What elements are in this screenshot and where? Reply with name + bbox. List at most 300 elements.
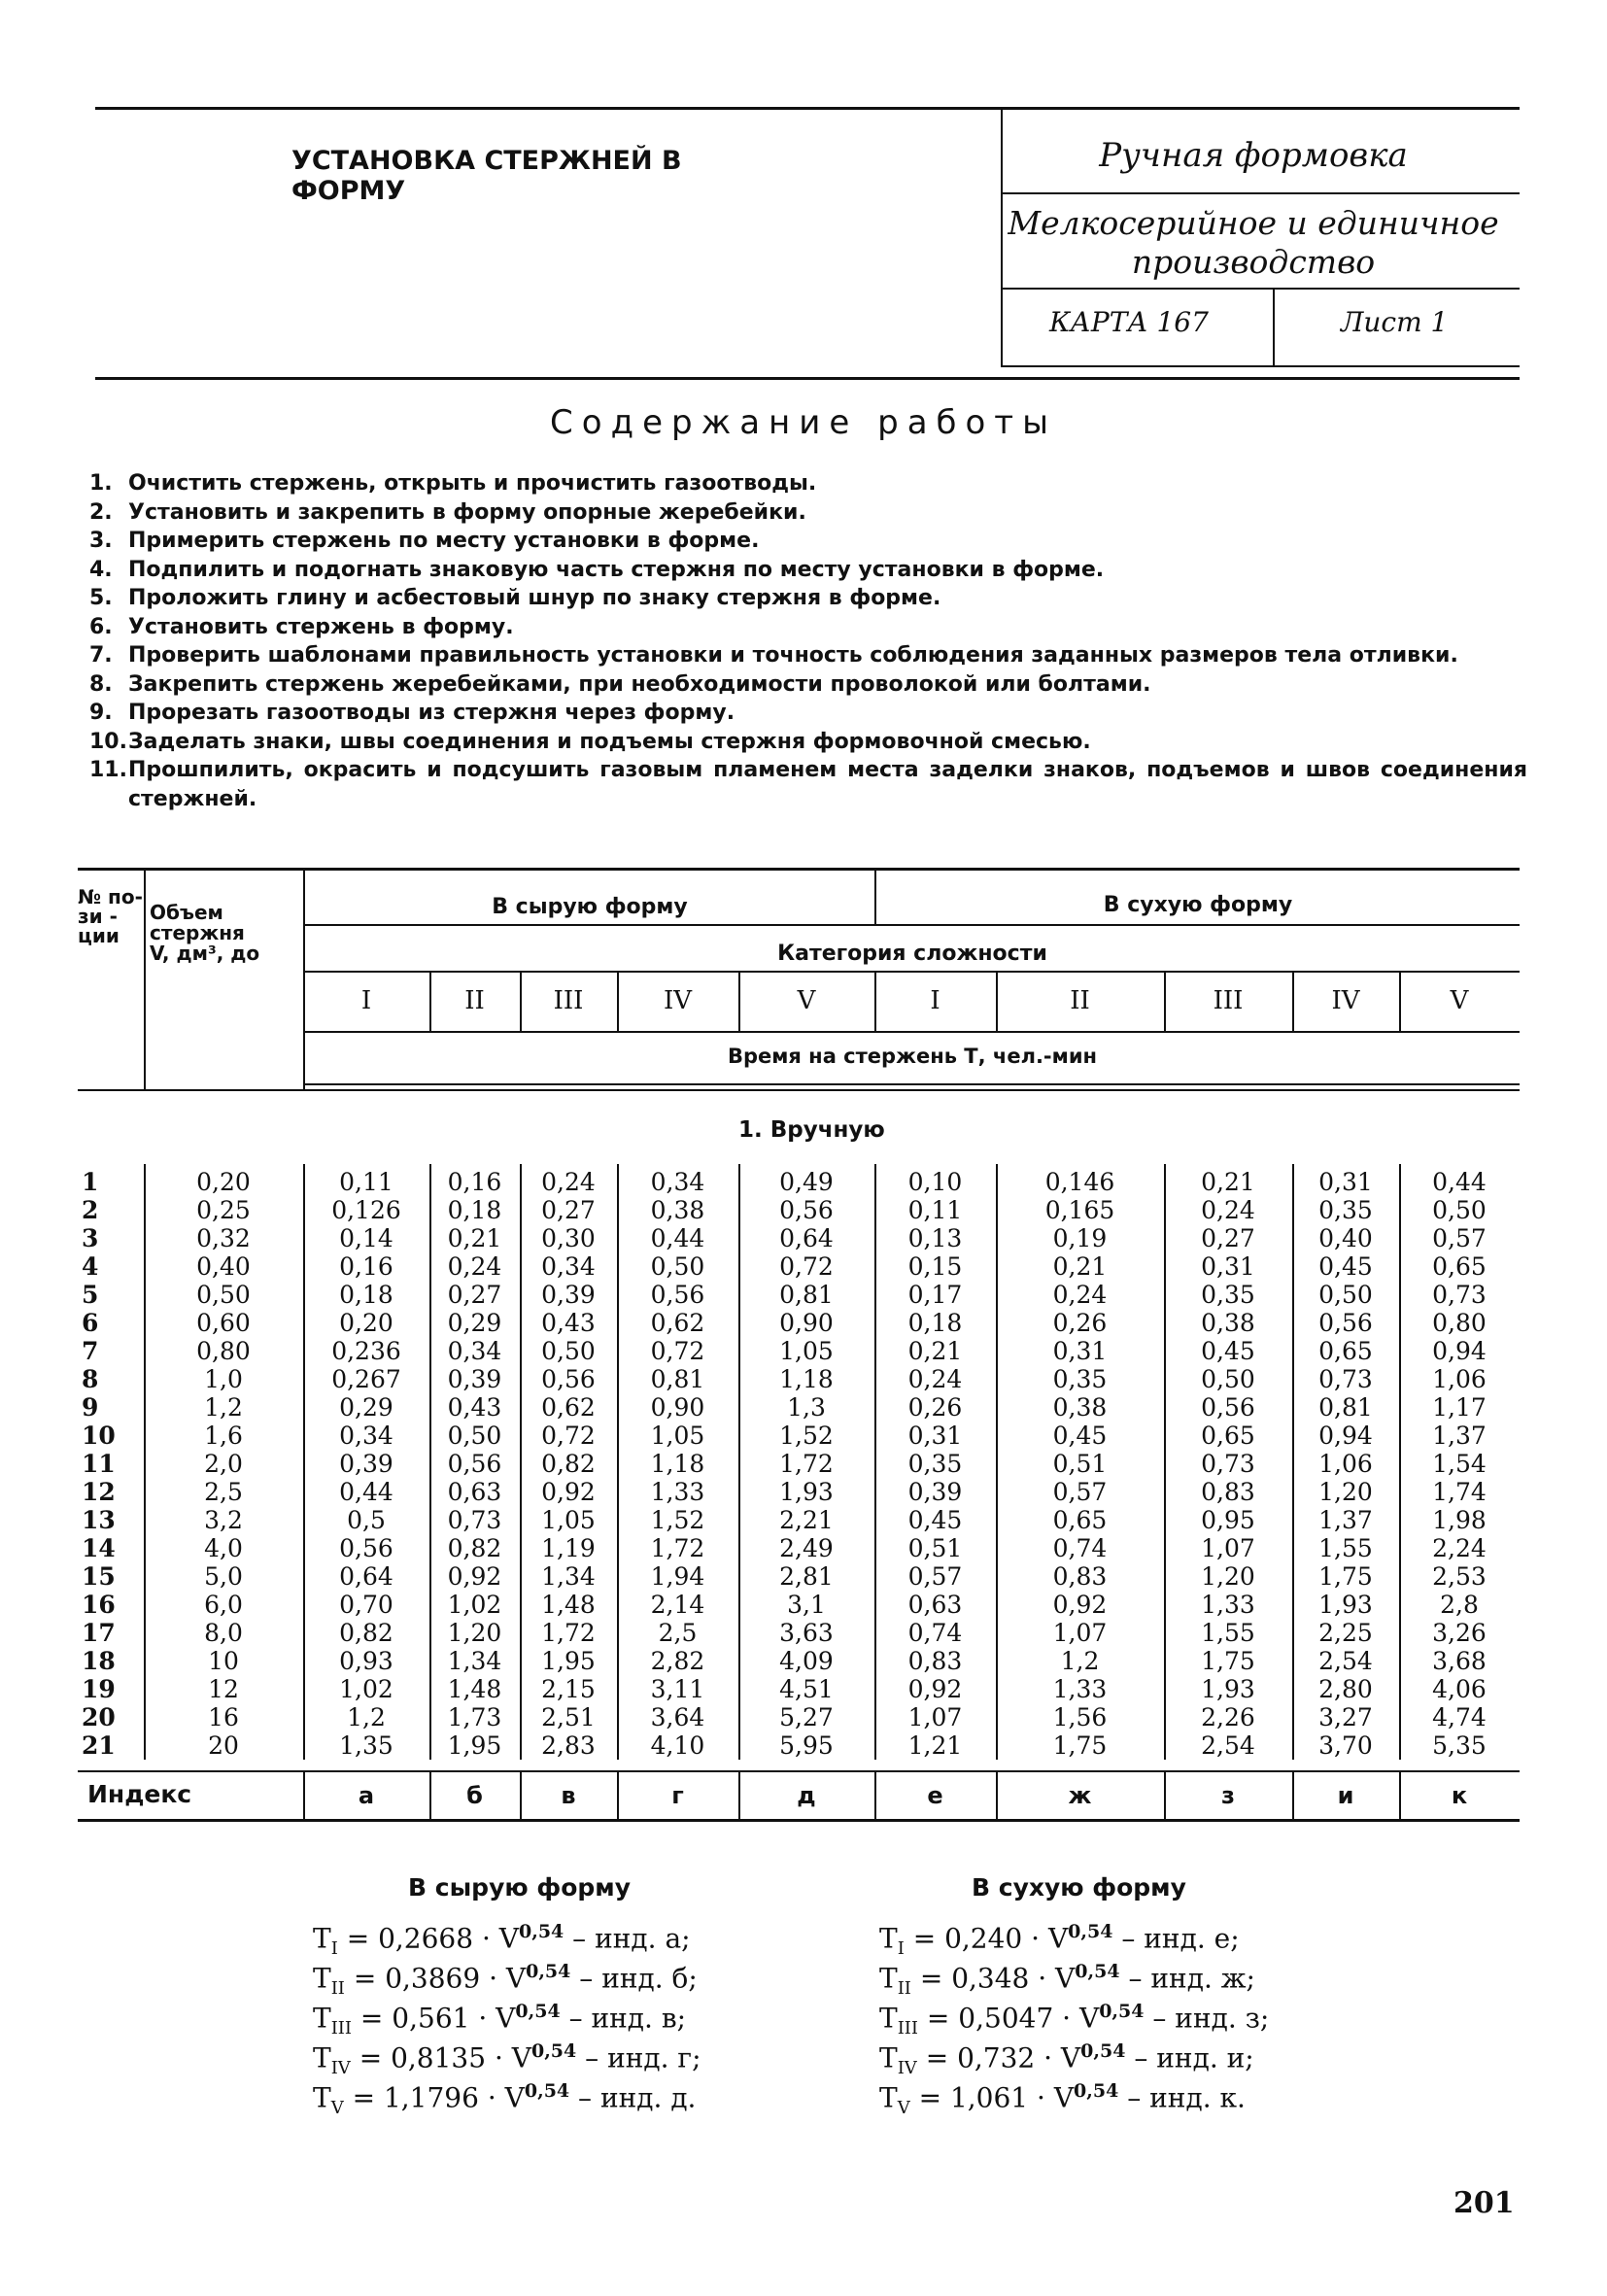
header-top-rule — [95, 107, 1520, 110]
time-cell: 1,75 — [1201, 1647, 1255, 1675]
volume-cell: 0,60 — [196, 1309, 251, 1337]
index-code: ж — [1068, 1782, 1092, 1809]
time-cell: 1,98 — [1432, 1506, 1487, 1534]
table-row — [78, 1365, 1520, 1393]
time-cell: 5,95 — [779, 1731, 834, 1760]
position-cell: 20 — [82, 1703, 116, 1731]
index-top-rule — [78, 1770, 1520, 1772]
time-cell: 1,02 — [447, 1591, 502, 1619]
time-cell: 0,63 — [907, 1591, 963, 1619]
position-cell: 2 — [82, 1196, 99, 1224]
table-row — [78, 1281, 1520, 1309]
index-code: и — [1337, 1782, 1354, 1809]
time-cell: 1,75 — [1052, 1731, 1108, 1760]
formula-operator: – — [1119, 1962, 1151, 1995]
time-cell: 0,45 — [1052, 1422, 1108, 1450]
category-divider — [996, 973, 998, 1031]
time-cell: 1,2 — [1060, 1647, 1100, 1675]
time-cell: 1,33 — [650, 1478, 705, 1506]
time-cell: 0,43 — [447, 1393, 502, 1422]
index-code: а — [358, 1782, 375, 1809]
time-cell: 2,5 — [658, 1619, 698, 1647]
time-cell: 0,31 — [1052, 1337, 1108, 1365]
table-rule-cats — [303, 1031, 1520, 1033]
index-divider — [303, 1772, 305, 1819]
formula-index: инд. з; — [1175, 2002, 1270, 2035]
work-step-number: 5. — [89, 586, 113, 610]
time-cell: 0,39 — [907, 1478, 963, 1506]
formula-symbol: T — [879, 1962, 898, 1995]
formula-category: II — [330, 1977, 345, 1999]
category-cell: I — [360, 986, 372, 1015]
time-cell: 0,72 — [541, 1422, 596, 1450]
time-cell: 0,63 — [447, 1478, 502, 1506]
time-cell: 0,38 — [650, 1196, 705, 1224]
formula-exponent: 0,54 — [1068, 1921, 1113, 1942]
time-cell: 0,10 — [907, 1168, 963, 1196]
time-cell: 0,31 — [907, 1422, 963, 1450]
time-cell: 0,49 — [779, 1168, 834, 1196]
table-head-bottom-rule — [78, 1089, 1520, 1091]
time-cell: 0,236 — [331, 1337, 401, 1365]
time-cell: 1,52 — [779, 1422, 834, 1450]
index-code: д — [797, 1782, 816, 1809]
time-cell: 1,18 — [650, 1450, 705, 1478]
volume-cell: 1,2 — [204, 1393, 243, 1422]
time-cell: 1,37 — [1318, 1506, 1373, 1534]
time-cell: 0,81 — [779, 1281, 834, 1309]
work-step-text: Проложить глину и асбестовый шнур по знаку стержня в форме. — [128, 586, 941, 610]
formula-operator: · V — [1029, 1962, 1076, 1995]
time-cell: 1,93 — [1201, 1675, 1255, 1703]
time-cell: 1,48 — [447, 1675, 502, 1703]
time-cell: 0,92 — [1052, 1591, 1108, 1619]
position-cell: 4 — [82, 1252, 99, 1281]
time-cell: 0,73 — [447, 1506, 502, 1534]
time-cell: 0,90 — [779, 1309, 834, 1337]
formula-operator: = — [909, 2081, 950, 2114]
time-cell: 2,15 — [541, 1675, 596, 1703]
work-step-text: Очистить стержень, открыть и прочистить газоотводы. — [128, 471, 817, 496]
time-cell: 4,10 — [650, 1731, 705, 1760]
index-divider — [1399, 1772, 1401, 1819]
time-cell: 0,16 — [447, 1168, 502, 1196]
work-step-text: Примерить стержень по месту установки в форме. — [128, 529, 760, 553]
formula-operator: · V — [1053, 2002, 1100, 2035]
formula-operator: – — [1118, 2081, 1150, 2114]
time-cell: 0,17 — [907, 1281, 963, 1309]
time-cell: 0,92 — [447, 1562, 502, 1591]
header-divider-2 — [1273, 290, 1275, 367]
formula-category: III — [330, 2017, 353, 2039]
table-row — [78, 1168, 1520, 1196]
formula-operator: – — [1112, 1922, 1145, 1955]
time-cell: 5,35 — [1432, 1731, 1487, 1760]
time-cell: 2,26 — [1201, 1703, 1255, 1731]
time-cell: 0,81 — [1318, 1393, 1373, 1422]
table-header — [78, 868, 1520, 1091]
category-divider — [429, 973, 431, 1031]
time-cell: 0,51 — [1052, 1450, 1108, 1478]
time-cell: 0,20 — [339, 1309, 393, 1337]
time-cell: 0,57 — [1052, 1478, 1108, 1506]
formula-operator: = — [910, 1962, 952, 1995]
header-rule-3 — [1001, 365, 1520, 367]
time-cell: 2,8 — [1440, 1591, 1479, 1619]
time-cell: 0,38 — [1201, 1309, 1255, 1337]
time-cell: 0,65 — [1432, 1252, 1487, 1281]
time-cell: 0,50 — [650, 1252, 705, 1281]
time-cell: 0,65 — [1318, 1337, 1373, 1365]
formula-exponent: 0,54 — [518, 1921, 564, 1942]
time-cell: 0,34 — [650, 1168, 705, 1196]
time-cell: 3,26 — [1432, 1619, 1487, 1647]
formula-operator: · V — [1035, 2041, 1081, 2074]
time-cell: 1,21 — [907, 1731, 963, 1760]
formula-operator: – — [564, 1922, 596, 1955]
method-label: Ручная формовка — [1099, 136, 1408, 175]
time-cell: 1,37 — [1432, 1422, 1487, 1450]
time-cell: 1,33 — [1201, 1591, 1255, 1619]
table-column-divider — [1399, 1164, 1401, 1760]
category-cell: V — [797, 986, 816, 1015]
category-divider — [874, 973, 876, 1031]
formula-operator: – — [1125, 2041, 1157, 2074]
formula-category: V — [330, 2097, 344, 2118]
header-bottom-rule — [95, 377, 1520, 380]
position-cell: 8 — [82, 1365, 99, 1393]
time-cell: 1,95 — [541, 1647, 596, 1675]
time-cell: 0,73 — [1201, 1450, 1255, 1478]
formula-index: инд. ж; — [1150, 1962, 1255, 1995]
work-step-text: Прошпилить, окрасить и подсушить газовым пламенем места заделки знаков, подъемов и швов соединения стержней. — [128, 758, 1527, 811]
time-cell: 1,48 — [541, 1591, 596, 1619]
time-cell: 2,51 — [541, 1703, 596, 1731]
time-cell: 1,05 — [779, 1337, 834, 1365]
formula-exponent: 0,54 — [1074, 2080, 1119, 2102]
time-cell: 3,11 — [650, 1675, 705, 1703]
time-cell: 2,14 — [650, 1591, 705, 1619]
formula-symbol: T — [879, 1922, 898, 1955]
index-code: в — [561, 1782, 576, 1809]
category-divider — [617, 973, 619, 1031]
time-cell: 1,93 — [1318, 1591, 1373, 1619]
work-step — [89, 641, 1527, 670]
time-cell: 1,73 — [447, 1703, 502, 1731]
formula-coefficient: 0,732 — [957, 2041, 1036, 2074]
volume-cell: 1,6 — [204, 1422, 243, 1450]
time-cell: 0,56 — [779, 1196, 834, 1224]
time-cell: 2,80 — [1318, 1675, 1373, 1703]
time-cell: 0,21 — [1052, 1252, 1108, 1281]
time-cell: 1,55 — [1318, 1534, 1373, 1562]
time-cell: 1,02 — [339, 1675, 393, 1703]
time-cell: 0,90 — [650, 1393, 705, 1422]
time-cell: 0,44 — [650, 1224, 705, 1252]
time-cell: 1,52 — [650, 1506, 705, 1534]
formula-symbol: T — [313, 1962, 331, 1995]
formula-coefficient: 0,2668 — [378, 1922, 474, 1955]
position-cell: 10 — [82, 1422, 116, 1450]
formula-operator: · V — [486, 2041, 531, 2074]
time-cell: 0,24 — [541, 1168, 596, 1196]
time-cell: 0,56 — [1201, 1393, 1255, 1422]
time-cell: 1,72 — [650, 1534, 705, 1562]
volume-cell: 4,0 — [204, 1534, 243, 1562]
index-row — [78, 1770, 1520, 1821]
work-step — [89, 728, 1527, 757]
formula-index: инд. д. — [599, 2081, 697, 2114]
time-cell: 0,65 — [1052, 1506, 1108, 1534]
formula-category: IV — [897, 2057, 917, 2078]
formula-symbol: T — [879, 2081, 898, 2114]
table-row — [78, 1619, 1520, 1647]
time-cell: 3,68 — [1432, 1647, 1487, 1675]
index-divider — [429, 1772, 431, 1819]
work-step-text: Установить и закрепить в форму опорные жеребейки. — [128, 499, 806, 525]
formula-index: инд. и; — [1156, 2041, 1254, 2074]
time-cell: 0,18 — [447, 1196, 502, 1224]
table-row — [78, 1591, 1520, 1619]
volume-cell: 6,0 — [204, 1591, 243, 1619]
index-divider — [1164, 1772, 1166, 1819]
table-row — [78, 1647, 1520, 1675]
time-cell: 0,16 — [339, 1252, 393, 1281]
time-cell: 0,35 — [1318, 1196, 1373, 1224]
col-header-position-line-3: ции — [78, 924, 120, 947]
position-cell: 6 — [82, 1309, 99, 1337]
formula-operator: – — [576, 2041, 608, 2074]
time-cell: 1,20 — [1201, 1562, 1255, 1591]
table-row — [78, 1703, 1520, 1731]
time-cell: 0,126 — [331, 1196, 401, 1224]
formula-coefficient: 0,348 — [951, 1962, 1030, 1995]
time-cell: 2,24 — [1432, 1534, 1487, 1562]
time-cell: 0,18 — [339, 1281, 393, 1309]
table-column-divider — [429, 1164, 431, 1760]
formula-operator: = — [350, 2041, 392, 2074]
formula-operator: – — [569, 2081, 600, 2114]
card-number: КАРТА 167 — [1049, 306, 1209, 338]
time-cell: 1,34 — [541, 1562, 596, 1591]
table-column-divider — [303, 1164, 305, 1760]
position-cell: 9 — [82, 1393, 99, 1422]
time-cell: 0,27 — [1201, 1224, 1255, 1252]
time-cell: 1,95 — [447, 1731, 502, 1760]
formula-coefficient: 0,561 — [392, 2002, 470, 2035]
time-cell: 0,92 — [907, 1675, 963, 1703]
table-row — [78, 1731, 1520, 1760]
time-cell: 2,81 — [779, 1562, 834, 1591]
time-cell: 1,05 — [650, 1422, 705, 1450]
table-column-divider — [520, 1164, 522, 1760]
time-cell: 0,34 — [541, 1252, 596, 1281]
work-step-text: Проверить шаблонами правильность установки и точность соблюдения заданных размеров тела отливки. — [128, 643, 1458, 668]
production-label — [1001, 204, 1506, 282]
formula-operator: = — [918, 2002, 959, 2035]
formula-operator: – — [570, 1962, 602, 1995]
time-cell: 1,34 — [447, 1647, 502, 1675]
time-cell: 0,27 — [541, 1196, 596, 1224]
volume-cell: 1,0 — [204, 1365, 243, 1393]
work-step-number: 8. — [89, 671, 113, 697]
time-cell: 0,65 — [1201, 1422, 1255, 1450]
time-cell: 4,74 — [1432, 1703, 1487, 1731]
work-step-number: 2. — [89, 499, 113, 525]
time-cell: 0,21 — [907, 1337, 963, 1365]
position-cell: 5 — [82, 1281, 99, 1309]
table-row — [78, 1478, 1520, 1506]
time-cell: 1,75 — [1318, 1562, 1373, 1591]
time-cell: 4,06 — [1432, 1675, 1487, 1703]
formula-operator: = — [916, 2041, 958, 2074]
formula-category: I — [330, 1937, 338, 1959]
time-cell: 0,83 — [1052, 1562, 1108, 1591]
table-rule-time — [303, 1083, 1520, 1085]
formula-exponent: 0,54 — [1075, 1961, 1120, 1982]
formula-operator: = — [344, 1962, 386, 1995]
time-cell: 0,40 — [1318, 1224, 1373, 1252]
formula-operator: = — [904, 1922, 945, 1955]
time-cell: 0,62 — [541, 1393, 596, 1422]
position-cell: 18 — [82, 1647, 116, 1675]
time-cell: 0,45 — [1318, 1252, 1373, 1281]
time-cell: 1,72 — [779, 1450, 834, 1478]
time-cell: 0,15 — [907, 1252, 963, 1281]
formula-category: IV — [330, 2057, 351, 2078]
work-step — [89, 699, 1527, 728]
time-cell: 0,35 — [907, 1450, 963, 1478]
formula-operator: · V — [473, 1922, 519, 1955]
formula-symbol: T — [879, 2002, 898, 2035]
time-cell: 0,13 — [907, 1224, 963, 1252]
time-cell: 0,24 — [1052, 1281, 1108, 1309]
index-divider — [617, 1772, 619, 1819]
formula-index: инд. е; — [1144, 1922, 1240, 1955]
time-cell: 0,27 — [447, 1281, 502, 1309]
time-cell: 1,20 — [447, 1619, 502, 1647]
work-step-number: 11. — [89, 758, 127, 782]
page-number: 201 — [1453, 2186, 1515, 2220]
formula-coefficient: 1,061 — [949, 2081, 1029, 2114]
time-cell: 0,146 — [1044, 1168, 1115, 1196]
formula-category: I — [897, 1937, 905, 1959]
formula-operator: · V — [1022, 1922, 1069, 1955]
category-cell: II — [464, 986, 485, 1015]
time-cell: 0,34 — [339, 1422, 393, 1450]
work-steps-list — [89, 469, 1527, 813]
category-divider — [1164, 973, 1166, 1031]
index-code: з — [1221, 1782, 1235, 1809]
table-row — [78, 1506, 1520, 1534]
time-cell: 0,44 — [1432, 1168, 1487, 1196]
time-cell: 1,19 — [541, 1534, 596, 1562]
time-cell: 0,29 — [447, 1309, 502, 1337]
index-bottom-rule — [78, 1819, 1520, 1822]
formula-operator: = — [343, 2081, 384, 2114]
time-cell: 0,83 — [907, 1647, 963, 1675]
formula-index: инд. б; — [601, 1962, 698, 1995]
formula-operator: · V — [469, 2002, 516, 2035]
time-cell: 1,54 — [1432, 1450, 1487, 1478]
time-cell: 1,55 — [1201, 1619, 1255, 1647]
time-cell: 0,39 — [339, 1450, 393, 1478]
header-rule-1 — [1001, 192, 1520, 194]
formula-operator: · V — [478, 2081, 525, 2114]
time-cell: 0,82 — [541, 1450, 596, 1478]
time-cell: 1,18 — [779, 1365, 834, 1393]
time-cell: 0,74 — [907, 1619, 963, 1647]
table-row — [78, 1393, 1520, 1422]
table-column-divider — [617, 1164, 619, 1760]
col-header-position — [78, 887, 144, 945]
category-divider — [520, 973, 522, 1031]
time-cell: 2,21 — [779, 1506, 834, 1534]
formula-exponent: 0,54 — [1099, 2001, 1145, 2022]
position-cell: 3 — [82, 1224, 99, 1252]
position-cell: 11 — [82, 1450, 116, 1478]
index-divider — [520, 1772, 522, 1819]
table-row — [78, 1534, 1520, 1562]
table-column-divider — [996, 1164, 998, 1760]
position-cell: 13 — [82, 1506, 116, 1534]
position-cell: 21 — [82, 1731, 116, 1760]
volume-cell: 0,25 — [196, 1196, 251, 1224]
time-cell: 0,57 — [1432, 1224, 1487, 1252]
time-cell: 4,51 — [779, 1675, 834, 1703]
position-cell: 1 — [82, 1168, 99, 1196]
formula-index: инд. а; — [595, 1922, 691, 1955]
time-cell: 1,56 — [1052, 1703, 1108, 1731]
time-cell: 1,94 — [650, 1562, 705, 1591]
category-cell: V — [1450, 986, 1469, 1015]
volume-cell: 16 — [208, 1703, 239, 1731]
volume-cell: 12 — [208, 1675, 239, 1703]
category-label: Категория сложности — [777, 942, 1047, 966]
time-cell: 1,33 — [1052, 1675, 1108, 1703]
time-cell: 1,06 — [1318, 1450, 1373, 1478]
production-line-1: Мелкосерийное и единичное — [1008, 204, 1499, 242]
work-step-text: Подпилить и подогнать знаковую часть стержня по месту установки в форме. — [128, 557, 1105, 582]
time-cell: 0,267 — [331, 1365, 401, 1393]
time-cell: 1,07 — [907, 1703, 963, 1731]
time-cell: 0,34 — [447, 1337, 502, 1365]
col-header-position-line-1: № по- — [78, 885, 143, 908]
index-divider — [738, 1772, 740, 1819]
formula-operator: · V — [480, 1962, 527, 1995]
table-column-divider — [874, 1164, 876, 1760]
time-cell: 0,26 — [907, 1393, 963, 1422]
time-cell: 2,54 — [1201, 1731, 1255, 1760]
time-cell: 0,45 — [1201, 1337, 1255, 1365]
formula-category: II — [897, 1977, 911, 1999]
category-cell: I — [930, 986, 940, 1015]
time-cell: 0,24 — [447, 1252, 502, 1281]
time-cell: 0,24 — [907, 1365, 963, 1393]
time-cell: 1,74 — [1432, 1478, 1487, 1506]
formula-line — [879, 2072, 1246, 2128]
time-cell: 0,18 — [907, 1309, 963, 1337]
formula-operator: – — [560, 2002, 592, 2035]
wet-formulas-title: В сырую форму — [408, 1873, 631, 1902]
formula-category: V — [897, 2097, 910, 2118]
position-cell: 12 — [82, 1478, 116, 1506]
time-cell: 2,54 — [1318, 1647, 1373, 1675]
table-column-divider — [144, 1164, 146, 1760]
position-cell: 19 — [82, 1675, 116, 1703]
time-cell: 0,45 — [907, 1506, 963, 1534]
formula-exponent: 0,54 — [515, 2001, 561, 2022]
